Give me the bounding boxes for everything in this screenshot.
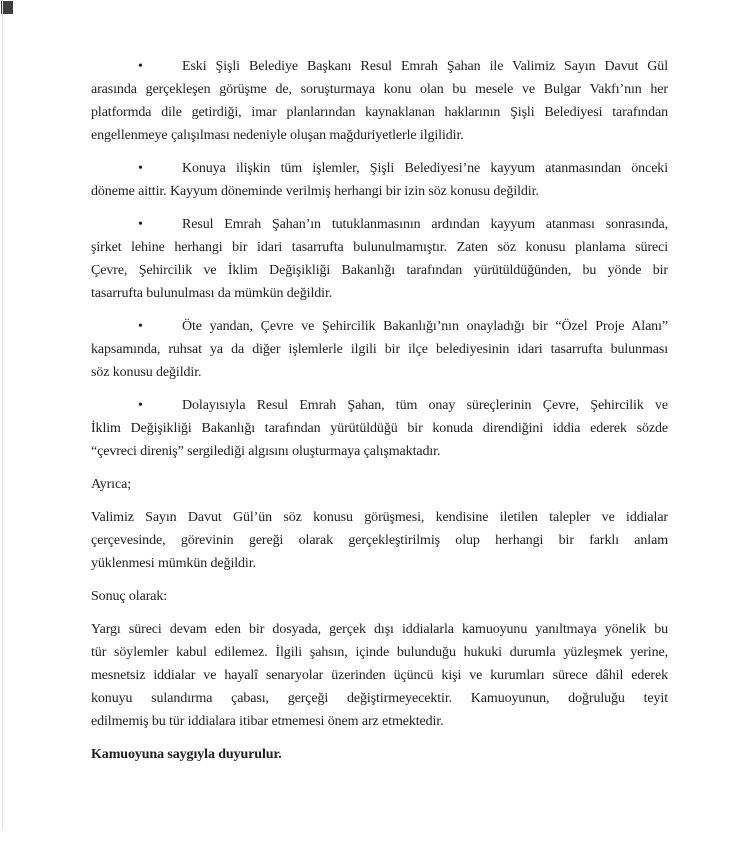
text-line: Sonuç olarak: xyxy=(91,589,168,604)
text-line: şirket lehine herhangi bir idari tasarrufta bulunulmamıştır. Zaten söz konusu planlama süreci xyxy=(91,240,668,255)
text-line: İklim Değişikliği Bakanlığı tarafından yürütüldüğü bir konuda direndiğini iddia ederek sözde xyxy=(91,421,668,436)
text-line: arasında gerçekleşen görüşme de, soruşturmaya konu olan bu mesele ve Bulgar Vakfı’nın her xyxy=(91,82,668,97)
text-line: kapsamında, ruhsat ya da diğer işlemlerle ilgili bir ilçe belediyesinin idari tasarrufta bulunması xyxy=(91,342,668,357)
left-edge-line xyxy=(2,0,3,830)
text-line: • Eski Şişli Belediye Başkanı Resul Emrah Şahan ile Valimiz Sayın Davut Gül xyxy=(91,55,668,78)
text-line: Çevre, Şehircilik ve İklim Değişikliği Bakanlığı tarafından yürütüldüğünden, bu yönde bir xyxy=(91,263,668,278)
document-body xyxy=(91,55,668,776)
text-line: • Resul Emrah Şahan’ın tutuklanmasının ardından kayyum atanması sonrasında, xyxy=(91,213,668,236)
text-line: • Konuya ilişkin tüm işlemler, Şişli Belediyesi’ne kayyum atanmasından önceki xyxy=(91,157,668,180)
text-line: mesnetsiz iddialar ve hayalî senaryolar üzerinden üçüncü kişi ve kurumları sürece dâhil ederek xyxy=(91,668,668,683)
text-line: Yargı süreci devam eden bir dosyada, gerçek dışı iddialarla kamuoyunu yanıltmaya yönelik bu xyxy=(91,622,668,637)
bullet-marker: • xyxy=(138,398,143,413)
text-line: • Öte yandan, Çevre ve Şehircilik Bakanlığı’nın onayladığı bir “Özel Proje Alanı” xyxy=(91,315,668,338)
bullet-paragraph xyxy=(91,55,668,147)
text-line: engellenmeye çalışılması nedeniyle oluşan mağduriyetlerle ilgilidir. xyxy=(91,128,464,143)
text-line: edilmemiş bu tür iddialara itibar etmemesi önem arz etmektedir. xyxy=(91,714,444,729)
bullet-paragraph xyxy=(91,213,668,305)
paragraph xyxy=(91,618,668,733)
bullet-paragraph xyxy=(91,157,668,203)
bullet-paragraph xyxy=(91,315,668,384)
text-line: yüklenmesi mümkün değildir. xyxy=(91,556,256,571)
text-line: tasarrufta bulunulması da mümkün değildir. xyxy=(91,286,333,301)
text-line: Valimiz Sayın Davut Gül’ün söz konusu görüşmesi, kendisine iletilen talepler ve iddialar xyxy=(91,510,668,525)
text-line: çerçevesinde, görevinin gereği olarak gerçekleştirilmiş olup herhangi bir farklı anlam xyxy=(91,533,668,548)
text-line: “çevreci direniş” sergilediği algısını oluşturmaya çalışmaktadır. xyxy=(91,444,441,459)
text-line: söz konusu değildir. xyxy=(91,365,202,380)
bullet-marker: • xyxy=(138,319,143,334)
paragraph xyxy=(91,506,668,575)
text-line: tür söylemler kabul edilemez. İlgili şahsın, içinde bulunduğu hukuki durumla yüzleşmek yerine, xyxy=(91,645,668,660)
text-line: platformda dile getirdiği, imar planlarından kaynaklanan haklarının Şişli Belediyesi tarafından xyxy=(91,105,668,120)
paragraph xyxy=(91,585,668,608)
paragraph xyxy=(91,473,668,496)
text-line: Kamuoyuna saygıyla duyurulur. xyxy=(91,747,282,762)
bullet-marker: • xyxy=(138,161,143,176)
text-line: konuyu sulandırma çabası, gerçeği değiştirmeyecektir. Kamuoyunun, doğruluğu teyit xyxy=(91,691,668,706)
closing-statement xyxy=(91,743,668,766)
text-line: • Dolayısıyla Resul Emrah Şahan, tüm onay süreçlerinin Çevre, Şehircilik ve xyxy=(91,394,668,417)
text-line: döneme aittir. Kayyum döneminde verilmiş herhangi bir izin söz konusu değildir. xyxy=(91,184,539,199)
bullet-marker: • xyxy=(138,217,143,232)
bullet-marker: • xyxy=(138,59,143,74)
bullet-paragraph xyxy=(91,394,668,463)
text-line: Ayrıca; xyxy=(91,477,131,492)
